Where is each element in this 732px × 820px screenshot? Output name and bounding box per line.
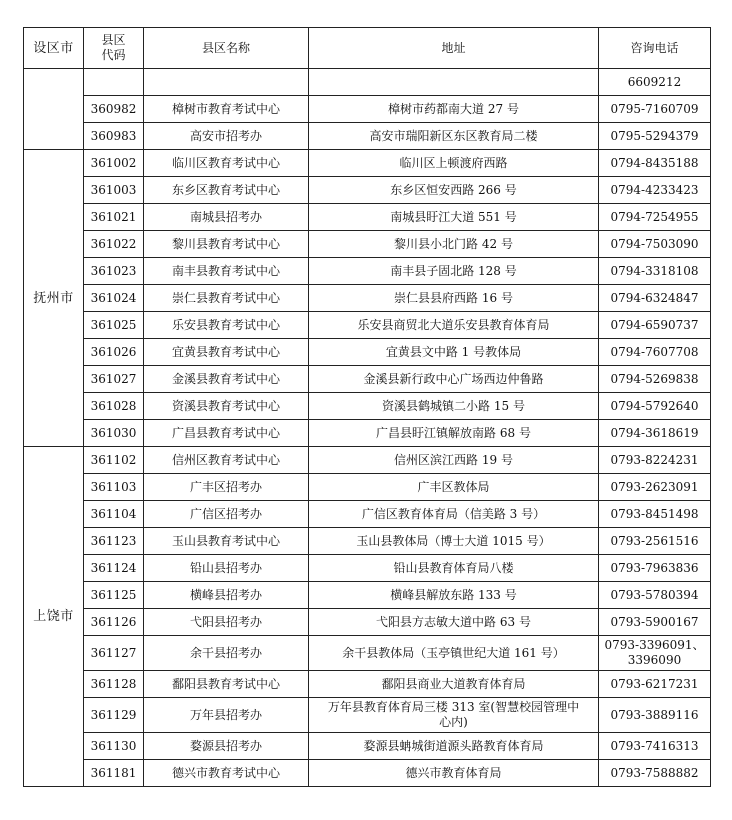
name-cell: 玉山县教育考试中心	[144, 528, 309, 555]
table-row	[24, 366, 711, 393]
phone-cell: 0793-3396091、 3396090	[599, 636, 711, 671]
name-cell: 樟树市教育考试中心	[144, 96, 309, 123]
phone-cell: 0793-6217231	[599, 671, 711, 698]
table-row	[24, 96, 711, 123]
name-cell: 德兴市教育考试中心	[144, 760, 309, 787]
table-row	[24, 733, 711, 760]
name-cell: 崇仁县教育考试中心	[144, 285, 309, 312]
address-cell: 余干县教体局（玉亭镇世纪大道 161 号）	[309, 636, 599, 671]
code-cell: 361025	[84, 312, 144, 339]
name-cell: 弋阳县招考办	[144, 609, 309, 636]
phone-cell: 0795-7160709	[599, 96, 711, 123]
table-row	[24, 393, 711, 420]
table-row	[24, 258, 711, 285]
code-cell: 361024	[84, 285, 144, 312]
city-cell	[24, 69, 84, 150]
code-cell: 360982	[84, 96, 144, 123]
table-row	[24, 698, 711, 733]
phone-cell: 0793-5780394	[599, 582, 711, 609]
table-row	[24, 150, 711, 177]
code-cell: 361021	[84, 204, 144, 231]
code-cell: 361128	[84, 671, 144, 698]
phone-cell: 0793-7963836	[599, 555, 711, 582]
phone-cell: 0793-3889116	[599, 698, 711, 733]
phone-cell: 0793-2623091	[599, 474, 711, 501]
header-code: 县区 代码	[84, 28, 144, 69]
code-cell: 361130	[84, 733, 144, 760]
name-cell: 广丰区招考办	[144, 474, 309, 501]
name-cell: 乐安县教育考试中心	[144, 312, 309, 339]
table-row	[24, 204, 711, 231]
code-cell: 361030	[84, 420, 144, 447]
address-cell: 德兴市教育体育局	[309, 760, 599, 787]
table-row	[24, 474, 711, 501]
address-cell: 金溪县新行政中心广场西边仲鲁路	[309, 366, 599, 393]
name-cell: 信州区教育考试中心	[144, 447, 309, 474]
address-cell: 临川区上顿渡府西路	[309, 150, 599, 177]
header-row	[24, 28, 711, 69]
exam-office-contact-table	[23, 27, 711, 787]
name-cell: 金溪县教育考试中心	[144, 366, 309, 393]
code-cell: 361127	[84, 636, 144, 671]
header-city: 设区市	[24, 28, 84, 69]
name-cell: 铅山县招考办	[144, 555, 309, 582]
name-cell: 黎川县教育考试中心	[144, 231, 309, 258]
address-cell: 广信区教育体育局（信美路 3 号）	[309, 501, 599, 528]
name-cell: 万年县招考办	[144, 698, 309, 733]
code-cell: 361104	[84, 501, 144, 528]
phone-cell: 6609212	[599, 69, 711, 96]
address-cell: 乐安县商贸北大道乐安县教育体育局	[309, 312, 599, 339]
phone-cell: 0794-3618619	[599, 420, 711, 447]
table-row	[24, 447, 711, 474]
address-cell: 东乡区恒安西路 266 号	[309, 177, 599, 204]
code-cell: 361027	[84, 366, 144, 393]
table-row	[24, 760, 711, 787]
table-body	[24, 69, 711, 787]
code-cell: 361129	[84, 698, 144, 733]
name-cell: 宜黄县教育考试中心	[144, 339, 309, 366]
name-cell: 南丰县教育考试中心	[144, 258, 309, 285]
table-header	[24, 28, 711, 69]
phone-cell: 0794-7503090	[599, 231, 711, 258]
code-cell: 361102	[84, 447, 144, 474]
name-cell: 临川区教育考试中心	[144, 150, 309, 177]
phone-cell: 0793-2561516	[599, 528, 711, 555]
phone-cell: 0793-5900167	[599, 609, 711, 636]
code-cell: 361026	[84, 339, 144, 366]
address-cell	[309, 69, 599, 96]
address-cell: 黎川县小北门路 42 号	[309, 231, 599, 258]
name-cell: 婺源县招考办	[144, 733, 309, 760]
name-cell	[144, 69, 309, 96]
name-cell: 余干县招考办	[144, 636, 309, 671]
phone-cell: 0794-7254955	[599, 204, 711, 231]
table-row	[24, 339, 711, 366]
table-row	[24, 123, 711, 150]
address-cell: 南丰县子固北路 128 号	[309, 258, 599, 285]
phone-cell: 0794-5792640	[599, 393, 711, 420]
phone-cell: 0795-5294379	[599, 123, 711, 150]
name-cell: 资溪县教育考试中心	[144, 393, 309, 420]
city-cell: 上饶市	[24, 447, 84, 787]
code-cell: 361181	[84, 760, 144, 787]
phone-cell: 0793-7416313	[599, 733, 711, 760]
code-cell: 361125	[84, 582, 144, 609]
address-cell: 弋阳县方志敏大道中路 63 号	[309, 609, 599, 636]
table-row	[24, 528, 711, 555]
phone-cell: 0793-8451498	[599, 501, 711, 528]
table-row	[24, 501, 711, 528]
address-cell: 横峰县解放东路 133 号	[309, 582, 599, 609]
phone-cell: 0793-7588882	[599, 760, 711, 787]
table-row	[24, 231, 711, 258]
phone-cell: 0794-3318108	[599, 258, 711, 285]
phone-cell: 0794-6590737	[599, 312, 711, 339]
address-cell: 铅山县教育体育局八楼	[309, 555, 599, 582]
table-row	[24, 609, 711, 636]
phone-cell: 0794-6324847	[599, 285, 711, 312]
address-cell: 婺源县蚺城街道源头路教育体育局	[309, 733, 599, 760]
name-cell: 广昌县教育考试中心	[144, 420, 309, 447]
table-row	[24, 69, 711, 96]
address-cell: 广丰区教体局	[309, 474, 599, 501]
address-cell: 万年县教育体育局三楼 313 室(智慧校园管理中 心内)	[309, 698, 599, 733]
name-cell: 南城县招考办	[144, 204, 309, 231]
table-row	[24, 636, 711, 671]
code-cell: 361123	[84, 528, 144, 555]
code-cell: 361028	[84, 393, 144, 420]
header-phone: 咨询电话	[599, 28, 711, 69]
name-cell: 鄱阳县教育考试中心	[144, 671, 309, 698]
phone-cell: 0794-5269838	[599, 366, 711, 393]
city-cell: 抚州市	[24, 150, 84, 447]
code-cell: 361124	[84, 555, 144, 582]
address-cell: 鄱阳县商业大道教育体育局	[309, 671, 599, 698]
table-row	[24, 312, 711, 339]
address-cell: 玉山县教体局（博士大道 1015 号）	[309, 528, 599, 555]
phone-cell: 0794-7607708	[599, 339, 711, 366]
header-name: 县区名称	[144, 28, 309, 69]
address-cell: 信州区滨江西路 19 号	[309, 447, 599, 474]
phone-cell: 0793-8224231	[599, 447, 711, 474]
table-row	[24, 177, 711, 204]
table-row	[24, 582, 711, 609]
code-cell: 361022	[84, 231, 144, 258]
address-cell: 广昌县盱江镇解放南路 68 号	[309, 420, 599, 447]
name-cell: 高安市招考办	[144, 123, 309, 150]
phone-cell: 0794-8435188	[599, 150, 711, 177]
code-cell: 361126	[84, 609, 144, 636]
phone-cell: 0794-4233423	[599, 177, 711, 204]
address-cell: 樟树市药都南大道 27 号	[309, 96, 599, 123]
name-cell: 东乡区教育考试中心	[144, 177, 309, 204]
address-cell: 宜黄县文中路 1 号教体局	[309, 339, 599, 366]
address-cell: 高安市瑞阳新区东区教育局二楼	[309, 123, 599, 150]
table-row	[24, 420, 711, 447]
code-cell	[84, 69, 144, 96]
table-row	[24, 671, 711, 698]
code-cell: 361103	[84, 474, 144, 501]
address-cell: 崇仁县县府西路 16 号	[309, 285, 599, 312]
code-cell: 360983	[84, 123, 144, 150]
address-cell: 资溪县鹤城镇二小路 15 号	[309, 393, 599, 420]
code-cell: 361003	[84, 177, 144, 204]
code-cell: 361023	[84, 258, 144, 285]
address-cell: 南城县盱江大道 551 号	[309, 204, 599, 231]
code-cell: 361002	[84, 150, 144, 177]
table-row	[24, 555, 711, 582]
table-row	[24, 285, 711, 312]
name-cell: 横峰县招考办	[144, 582, 309, 609]
name-cell: 广信区招考办	[144, 501, 309, 528]
header-address: 地址	[309, 28, 599, 69]
